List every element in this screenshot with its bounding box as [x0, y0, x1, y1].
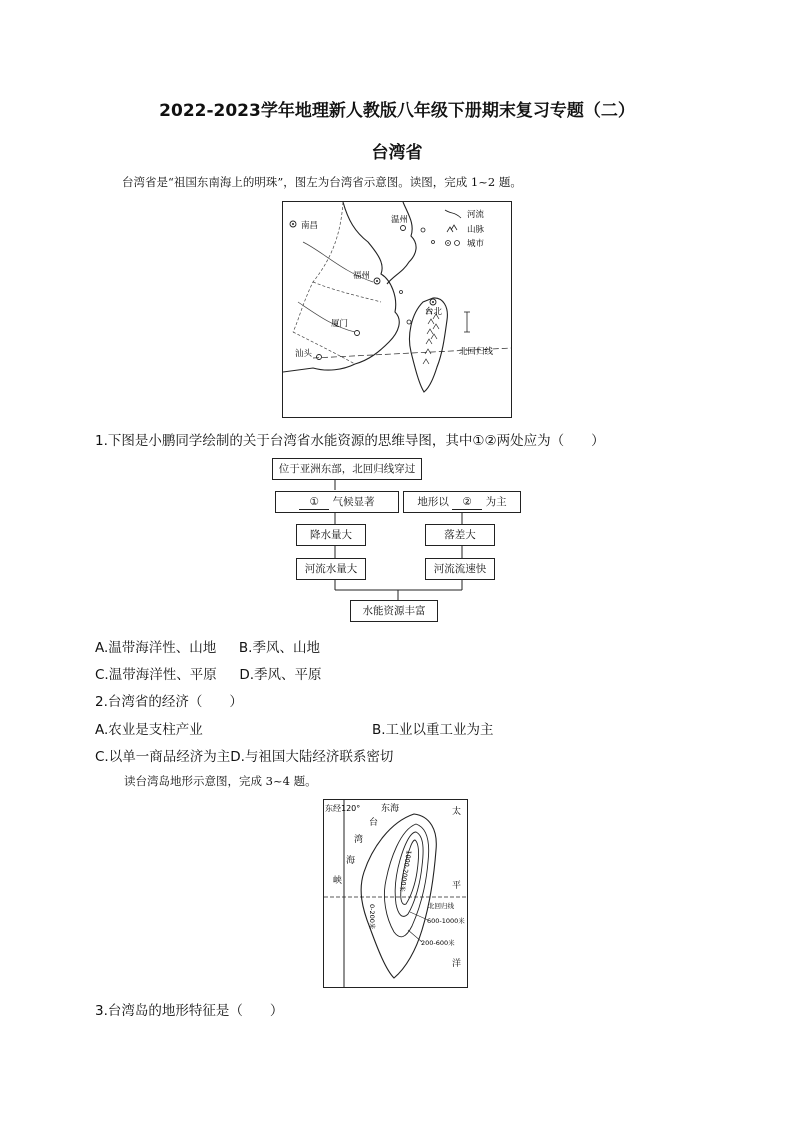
taiwan-province-map-svg	[283, 202, 511, 417]
mindmap-left1	[275, 491, 399, 513]
intro-q1-2: 台湾省是“祖国东南海上的明珠”，图左为台湾省示意图。读图，完成 1~2 题。	[122, 175, 522, 189]
lon-label: 东经120°	[325, 804, 361, 813]
city-fuzhou: 福州	[353, 271, 371, 281]
intro-q3-4: 读台湾岛地形示意图，完成 3~4 题。	[124, 774, 317, 788]
page-title: 2022-2023学年地理新人教版八年级下册期末复习专题（二）	[159, 101, 635, 121]
contour-600-1000: 600-1000米	[427, 917, 465, 925]
mindmap-left1-text: 气候显著	[332, 496, 375, 508]
map1-legend	[445, 209, 485, 249]
mindmap-right2: 落差大	[425, 524, 495, 546]
mindmap-right1-pre: 地形以	[417, 496, 449, 508]
taiwan-province-map	[282, 201, 512, 418]
q2-option-a[interactable]: A.农业是支柱产业	[95, 722, 203, 738]
mindmap-right3: 河流流速快	[425, 558, 495, 580]
pacific-char-2: 平	[452, 881, 462, 891]
q2-stem: 2.台湾省的经济（ ）	[95, 694, 243, 710]
city-xiamen: 厦门	[331, 319, 349, 329]
east-sea-label: 东海	[381, 804, 400, 814]
q1-option-b[interactable]: B.季风、山地	[238, 640, 320, 656]
mountain-icon	[447, 225, 457, 232]
city-wenzhou: 温州	[391, 215, 409, 225]
taiwan-topography-svg	[324, 800, 467, 987]
q1-stem: 1.下图是小鹏同学绘制的关于台湾省水能资源的思维导图，其中①②两处应为（ ）	[95, 433, 605, 449]
pacific-char-1: 太	[452, 807, 462, 817]
mindmap-left2: 降水量大	[296, 524, 366, 546]
strait-char-wan: 湾	[354, 835, 364, 845]
taiwan-topography-map	[323, 799, 468, 988]
q3-stem: 3.台湾岛的地形特征是（ ）	[95, 1003, 284, 1019]
strait-char-hai: 海	[346, 856, 356, 866]
city-shantou: 汕头	[295, 349, 313, 359]
strait-char-tai: 台	[369, 818, 379, 828]
contour-0-200: 0-200米	[368, 904, 376, 930]
mindmap-right1	[403, 491, 521, 513]
strait-char-xia: 峡	[333, 876, 343, 886]
tropic-label-2: 北回归线	[428, 902, 454, 910]
contour-200-600: 200-600米	[421, 939, 455, 947]
q1-option-c[interactable]: C.温带海洋性、平原	[95, 667, 217, 683]
q1-options-row2	[95, 663, 322, 683]
q2-options-row2	[95, 745, 393, 765]
q2-option-d[interactable]: D.与祖国大陆经济联系密切	[230, 749, 394, 765]
legend-river: 河流	[467, 210, 485, 220]
q2-option-b[interactable]: B.工业以重工业为主	[372, 722, 494, 738]
blank-1: ①	[299, 495, 329, 510]
tropic-label: 北回归线	[459, 347, 494, 357]
city-nanchang: 南昌	[301, 221, 319, 231]
q2-option-c[interactable]: C.以单一商品经济为主	[95, 749, 231, 765]
mindmap-right1-post: 为主	[485, 496, 507, 508]
contour-1000-2000: 1000-2000米	[397, 849, 413, 893]
q1-options-row1	[95, 636, 320, 656]
mindmap-bottom: 水能资源丰富	[350, 600, 438, 622]
page-subtitle: 台湾省	[371, 143, 423, 163]
city-taipei: 台北	[425, 307, 443, 317]
mindmap-top: 位于亚洲东部，北回归线穿过	[272, 458, 422, 480]
legend-city: 城市	[467, 239, 485, 249]
q1-option-d[interactable]: D.季风、平原	[239, 667, 322, 683]
mindmap-left3: 河流水量大	[296, 558, 366, 580]
blank-2: ②	[452, 495, 482, 510]
q1-option-a[interactable]: A.温带海洋性、山地	[95, 640, 217, 656]
pacific-char-3: 洋	[452, 959, 462, 969]
legend-mountain: 山脉	[467, 225, 485, 235]
